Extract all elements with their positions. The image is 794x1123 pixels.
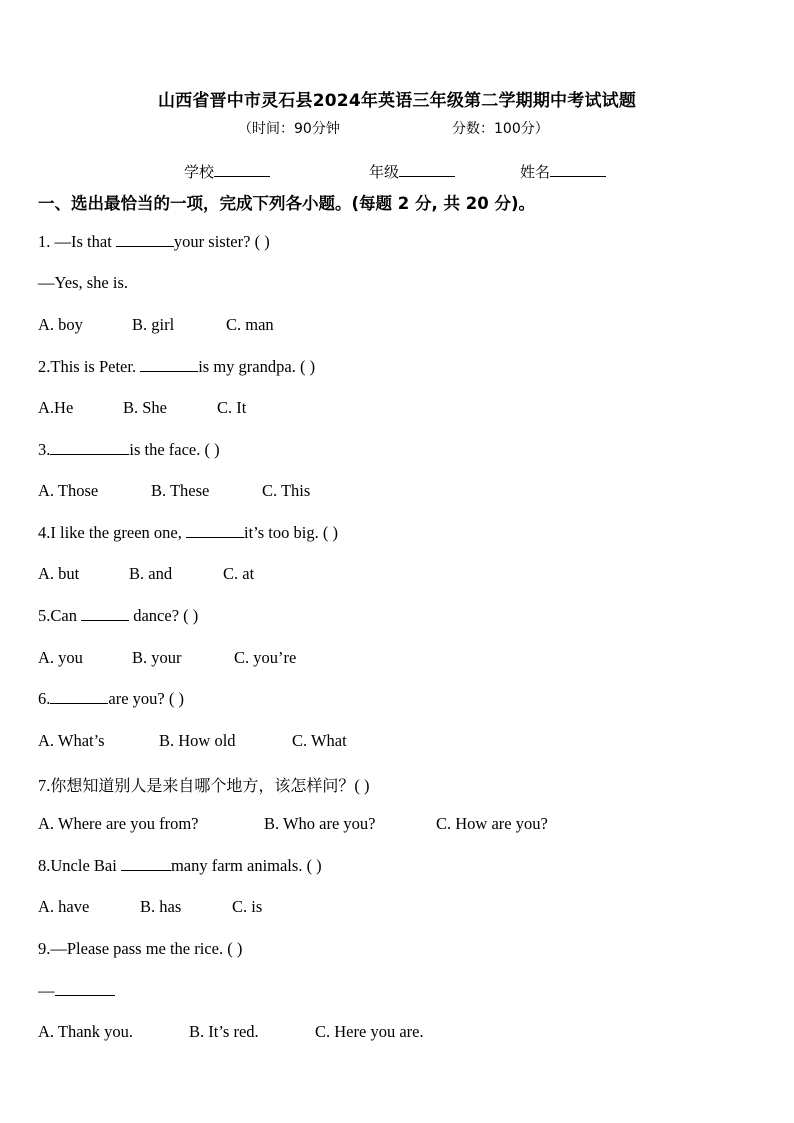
question-9-reply — [38, 981, 115, 1001]
option-a[interactable]: A. but — [38, 564, 80, 583]
name-label: 姓名 — [520, 163, 551, 181]
question-7-paren: ( ) — [354, 776, 370, 795]
school-blank[interactable] — [214, 161, 270, 177]
option-a[interactable]: A.He — [38, 398, 74, 417]
grade-label: 年级 — [369, 163, 400, 181]
question-8-text-a: 8.Uncle Bai — [38, 856, 121, 875]
question-1-reply: —Yes, she is. — [38, 273, 129, 292]
option-b[interactable]: B. She — [123, 398, 168, 417]
question-5-stem — [38, 606, 198, 626]
question-7-stem — [38, 773, 370, 796]
question-1-stem — [38, 232, 270, 252]
question-6-stem — [38, 689, 184, 709]
question-8-stem — [38, 856, 322, 876]
option-b[interactable]: B. These — [151, 481, 210, 500]
option-c[interactable]: C. is — [232, 897, 263, 916]
school-label: 学校 — [184, 163, 215, 181]
question-9-stem: 9.—Please pass me the rice. ( ) — [38, 939, 243, 958]
question-9-blank[interactable] — [55, 981, 115, 996]
option-b[interactable]: B. How old — [159, 731, 236, 750]
option-a[interactable]: A. have — [38, 897, 90, 916]
option-a[interactable]: A. Thank you. — [38, 1022, 134, 1041]
question-9-options — [38, 1022, 424, 1042]
question-8-blank[interactable] — [121, 856, 171, 871]
question-1-text-b: your sister? ( ) — [173, 232, 270, 251]
question-5-blank[interactable] — [81, 606, 129, 621]
name-blank[interactable] — [550, 161, 606, 177]
option-b[interactable]: B. girl — [132, 315, 175, 334]
question-2-text-a: 2.This is Peter. — [38, 357, 141, 376]
option-c[interactable]: C. at — [223, 564, 255, 583]
question-6-options — [38, 731, 347, 751]
option-c[interactable]: C. It — [217, 398, 247, 417]
question-6-text-b: are you? ( ) — [108, 689, 184, 708]
question-7-options — [38, 814, 548, 834]
option-c[interactable]: C. Here you are. — [315, 1022, 424, 1041]
question-5-options — [38, 648, 296, 668]
option-c[interactable]: C. you’re — [234, 648, 297, 667]
question-4-stem — [38, 523, 338, 543]
question-3-options — [38, 481, 310, 501]
question-4-text-a: 4.I like the green one, — [38, 523, 186, 542]
option-b[interactable]: B. your — [132, 648, 182, 667]
option-b[interactable]: B. has — [140, 897, 182, 916]
question-2-stem — [38, 357, 315, 377]
option-b[interactable]: B. It’s red. — [189, 1022, 259, 1041]
question-5-text-b: dance? ( ) — [129, 606, 199, 625]
question-4-text-b: it’s too big. ( ) — [243, 523, 338, 542]
question-4-blank[interactable] — [186, 523, 244, 538]
question-2-blank[interactable] — [140, 357, 198, 372]
question-8-text-b: many farm animals. ( ) — [170, 856, 322, 875]
question-2-options — [38, 398, 246, 418]
question-1-blank[interactable] — [116, 232, 174, 247]
question-7-text-cn: 你想知道别人是来自哪个地方，该怎样问？ — [50, 776, 355, 795]
section-1-heading: 一、选出最恰当的一项，完成下列各小题。(每题 2 分, 共 20 分)。 — [38, 194, 536, 213]
grade-field — [369, 161, 455, 182]
option-c[interactable]: C. What — [292, 731, 347, 750]
exam-title: 山西省晋中市灵石县2024年英语三年级第二学期期中考试试题 — [157, 91, 637, 111]
question-4-options — [38, 564, 254, 584]
question-6-blank[interactable] — [50, 689, 108, 704]
grade-blank[interactable] — [399, 161, 455, 177]
question-3-text-b: is the face. ( ) — [129, 440, 220, 459]
question-9-dash: — — [38, 981, 55, 1000]
exam-score: 分数：100分） — [452, 121, 549, 137]
option-c[interactable]: C. man — [226, 315, 274, 334]
question-2-text-b: is my grandpa. ( ) — [198, 357, 316, 376]
name-field — [520, 161, 606, 182]
question-3-blank[interactable] — [50, 440, 129, 455]
question-1-text-a: 1. —Is that — [38, 232, 116, 251]
option-a[interactable]: A. boy — [38, 315, 83, 334]
question-3-stem — [38, 440, 220, 460]
question-6-text-a: 6. — [38, 689, 51, 708]
question-5-text-a: 5.Can — [38, 606, 82, 625]
school-field — [184, 161, 270, 182]
question-7-number: 7. — [38, 776, 51, 795]
option-a[interactable]: A. Where are you from? — [38, 814, 199, 833]
exam-time: （时间：90分钟 — [238, 121, 340, 137]
option-b[interactable]: B. and — [129, 564, 173, 583]
option-b[interactable]: B. Who are you? — [264, 814, 376, 833]
question-1-options — [38, 315, 274, 335]
option-c[interactable]: C. This — [262, 481, 311, 500]
question-8-options — [38, 897, 262, 917]
question-3-text-a: 3. — [38, 440, 51, 459]
option-a[interactable]: A. Those — [38, 481, 99, 500]
option-a[interactable]: A. What’s — [38, 731, 105, 750]
option-c[interactable]: C. How are you? — [436, 814, 548, 833]
option-a[interactable]: A. you — [38, 648, 83, 667]
